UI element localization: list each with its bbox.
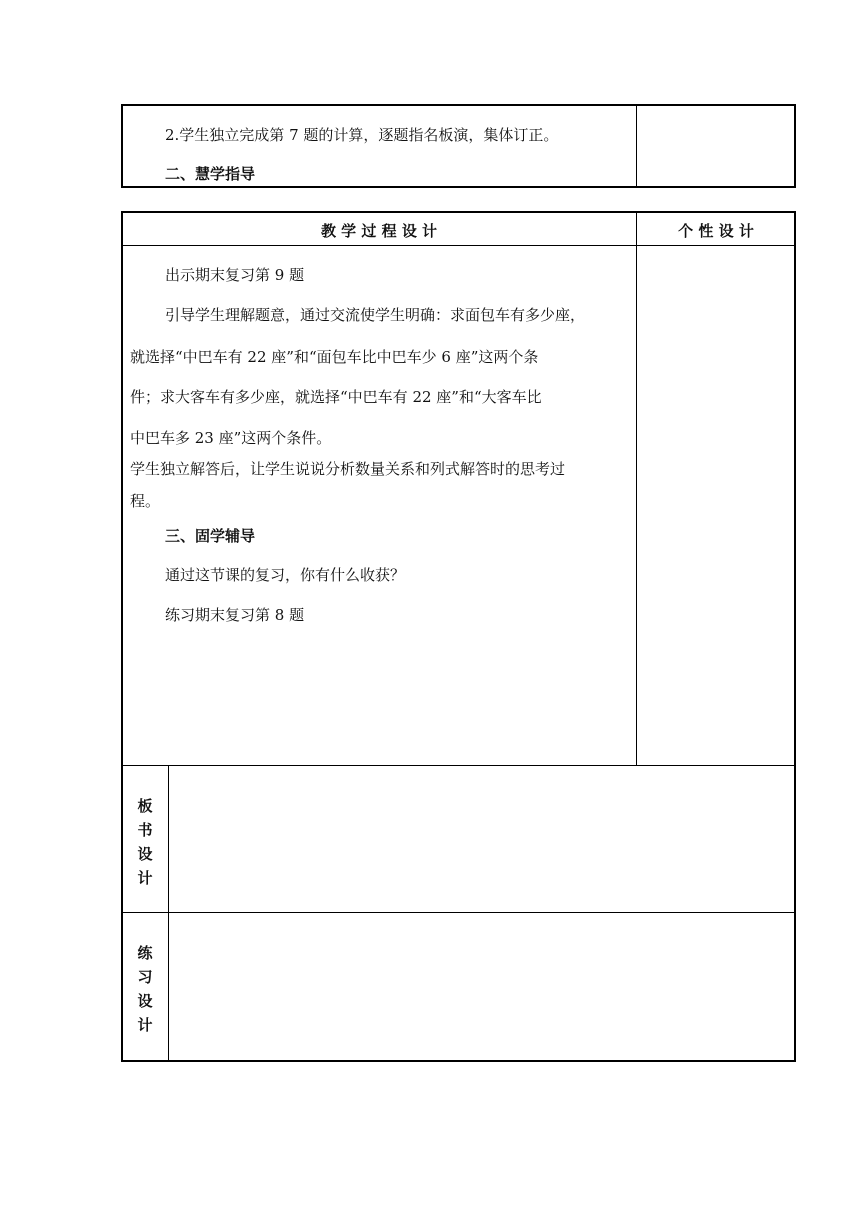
main-table (121, 211, 796, 1062)
practice-design-label: 练习设计 (137, 944, 153, 1034)
top-table-divider (636, 105, 637, 187)
process-line: 件；求大客车有多少座，就选择“中巴车有 22 座”和“大客车比 (130, 388, 542, 406)
header-row-divider (122, 245, 795, 246)
personal-column-divider (636, 212, 637, 766)
practice-row-divider (122, 912, 795, 913)
process-line: 出示期末复习第 9 题 (165, 266, 305, 284)
process-line: 程。 (130, 492, 161, 510)
label-column-divider (168, 766, 169, 1061)
top-table-line1: 2.学生独立完成第 7 题的计算，逐题指名板演，集体订正。 (165, 126, 559, 144)
board-design-label: 板书设计 (137, 797, 153, 887)
process-line: 中巴车多 23 座”这两个条件。 (130, 429, 332, 447)
header-teaching-process: 教 学 过 程 设 计 (320, 222, 438, 240)
board-row-divider (122, 765, 795, 766)
process-line: 就选择“中巴车有 22 座”和“面包车比中巴车少 6 座”这两个条 (130, 348, 539, 366)
process-line: 学生独立解答后，让学生说说分析数量关系和列式解答时的思考过 (130, 460, 566, 478)
top-table-heading: 二、慧学指导 (165, 165, 256, 183)
process-line: 通过这节课的复习，你有什么收获？ (165, 566, 406, 584)
process-line: 引导学生理解题意，通过交流使学生明确：求面包车有多少座， (165, 306, 586, 324)
section-heading-3: 三、固学辅导 (165, 527, 256, 545)
process-line: 练习期末复习第 8 题 (165, 606, 305, 624)
header-personal-design: 个 性 设 计 (678, 222, 754, 240)
